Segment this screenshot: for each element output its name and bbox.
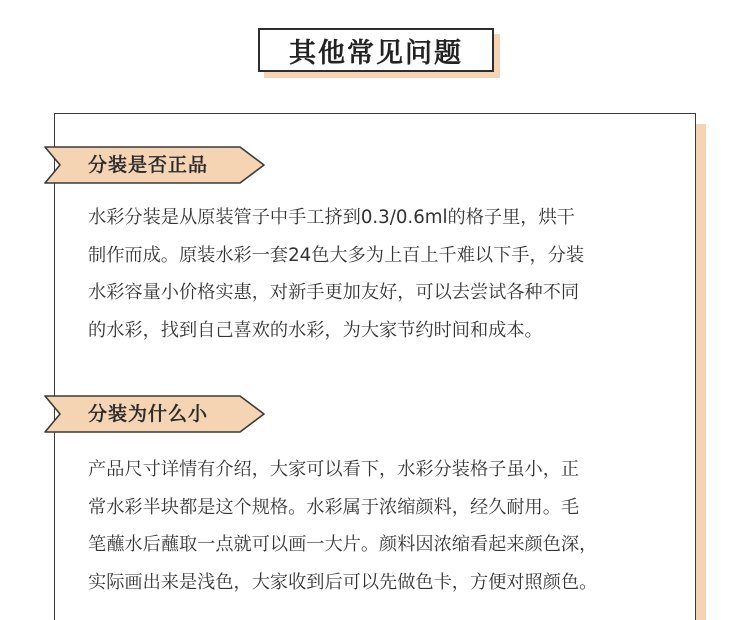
text-line: 笔蘸水后蘸取一点就可以画一大片。颜料因浓缩看起来颜色深， — [88, 534, 598, 555]
text-line: 产品尺寸详情有介绍，大家可以看下，水彩分装格子虽小，正 — [88, 459, 580, 480]
section-label-size — [44, 395, 266, 433]
text-line: 实际画出来是浅色，大家收到后可以先做色卡，方便对照颜色。 — [88, 571, 598, 593]
text-line: 水彩分装是从原装管子中手工挤到0.3/0.6ml的格子里，烘干 — [88, 207, 575, 228]
text-line: 水彩容量小价格实惠，对新手更加友好，可以去尝试各种不同 — [88, 282, 580, 303]
section-label-text: 分装是否正品 — [88, 154, 209, 176]
section-body-authenticity — [88, 199, 678, 349]
section-label-authenticity — [44, 146, 266, 184]
page-title-banner — [258, 28, 500, 78]
text-line: 制作而成。原装水彩一套24色大多为上百上千难以下手，分装 — [88, 244, 585, 266]
section-label-text: 分装为什么小 — [88, 403, 209, 425]
page-title: 其他常见问题 — [258, 28, 494, 72]
text-line: 常水彩半块都是这个规格。水彩属于浓缩颜料，经久耐用。毛 — [88, 496, 580, 518]
text-line: 的水彩，找到自己喜欢的水彩，为大家节约时间和成本。 — [88, 319, 543, 341]
section-body-size — [88, 451, 678, 601]
